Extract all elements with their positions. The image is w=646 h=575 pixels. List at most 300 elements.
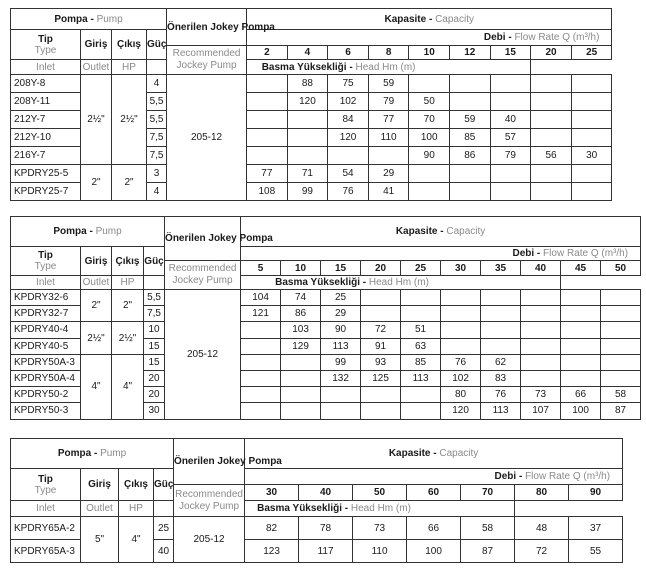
flow-value: 10: [281, 261, 321, 276]
inlet-size: 2": [81, 290, 112, 322]
flow-rate-header-row: [11, 30, 612, 46]
head-value: [521, 354, 561, 370]
hp-header-en: HP: [112, 60, 147, 75]
hp-header-en: HP: [112, 276, 144, 290]
capacity-label-tr: Kapasite: [395, 226, 438, 237]
type-header-en: Type: [34, 261, 57, 272]
jockey-header-en: Recommended Jockey Pump: [167, 46, 247, 75]
outlet-header: Çıkış: [112, 30, 147, 60]
head-value: 30: [571, 147, 612, 165]
pump-type: 208Y-8: [11, 75, 81, 93]
hp-value: 10: [144, 322, 165, 338]
head-value: 123: [245, 540, 299, 563]
head-value: [521, 370, 561, 386]
head-value: [531, 183, 572, 201]
head-value: 86: [450, 147, 491, 165]
capacity-label-sep: -: [430, 448, 440, 459]
head-value: 75: [328, 75, 369, 93]
hp-value: 15: [144, 354, 165, 370]
flow-value: 20: [361, 261, 401, 276]
pump-label-sep: -: [86, 226, 96, 237]
head-value: [531, 93, 572, 111]
capacity-label-en: Capacity: [439, 448, 479, 459]
flow-value: 60: [407, 485, 461, 501]
outlet-header: Çıkış: [112, 247, 144, 276]
jockey-header: [165, 217, 273, 261]
hp-header: Güç: [147, 30, 167, 60]
head-value: 85: [450, 129, 491, 147]
hp-value: 7,5: [147, 129, 167, 147]
hp-value: 7,5: [144, 306, 165, 322]
head-value: [571, 93, 612, 111]
head-value: [287, 147, 328, 165]
table-row: [11, 322, 641, 338]
head-value: [409, 183, 450, 201]
inlet-size: 5": [81, 517, 119, 563]
head-value: 54: [328, 165, 369, 183]
pump-table-3: [10, 438, 623, 563]
title-row: [11, 439, 623, 469]
head-value: [601, 370, 641, 386]
flow-rate-label-en: Flow Rate Q (m³/h): [543, 248, 629, 259]
head-value: [361, 306, 401, 322]
pump-label-tr: Pompa: [53, 226, 87, 237]
head-value: 72: [361, 322, 401, 338]
head-value: 102: [328, 93, 369, 111]
hp-value: 20: [144, 370, 165, 386]
hp-value: 4: [147, 183, 167, 201]
hp-value: 20: [144, 387, 165, 403]
pump-label-en: Pump: [95, 226, 122, 237]
head-value: [450, 183, 491, 201]
head-value: [401, 387, 441, 403]
head-value: 25: [321, 290, 361, 306]
title-row: [11, 217, 641, 247]
flow-rate-header: [245, 469, 623, 485]
head-value: 58: [601, 387, 641, 403]
flow-value: 20: [531, 46, 572, 60]
head-value: 29: [368, 165, 409, 183]
head-value: 100: [409, 129, 450, 147]
flow-value: 5: [241, 261, 281, 276]
pump-type: KPDRY32-6: [11, 290, 81, 306]
type-header: [11, 247, 81, 276]
inlet-size: 2½": [81, 322, 112, 354]
jockey-header: [174, 439, 282, 485]
capacity-label-tr: Kapasite: [384, 13, 427, 25]
flow-rate-label-en: Flow Rate Q (m³/h): [525, 471, 611, 482]
inlet-header-en: Inlet: [11, 60, 81, 75]
head-value: 63: [401, 338, 441, 354]
head-value: 107: [521, 403, 561, 419]
head-value: [241, 387, 281, 403]
hp-value: 5,5: [144, 290, 165, 306]
capacity-header: [241, 217, 641, 247]
capacity-label-tr: Kapasite: [388, 448, 431, 459]
pump-type: 212Y-10: [11, 129, 81, 147]
type-header: [11, 30, 81, 60]
head-value: [441, 338, 481, 354]
head-value: 86: [281, 306, 321, 322]
head-value: 93: [361, 354, 401, 370]
head-value: [531, 165, 572, 183]
flow-value: 4: [287, 46, 328, 60]
head-value: [561, 354, 601, 370]
flow-value: 15: [490, 46, 531, 60]
flow-rate-label-en: Flow Rate Q (m³/h): [514, 32, 600, 43]
pump-type: KPDRY50A-3: [11, 354, 81, 370]
head-value: [247, 93, 288, 111]
head-label-sep: -: [360, 277, 369, 288]
head-value: 104: [241, 290, 281, 306]
head-value: 110: [353, 540, 407, 563]
flow-value: 25: [571, 46, 612, 60]
inlet-header-en: Inlet: [11, 501, 81, 517]
head-value: [490, 183, 531, 201]
head-value: [361, 403, 401, 419]
head-value: 99: [321, 354, 361, 370]
head-value: [328, 147, 369, 165]
head-value: [281, 403, 321, 419]
head-value: [441, 290, 481, 306]
head-label-en: Head Hm (m): [355, 61, 416, 73]
head-value: [571, 183, 612, 201]
capacity-header: [247, 9, 612, 30]
flow-value: 12: [450, 46, 491, 60]
head-value: [241, 354, 281, 370]
head-value: 62: [481, 354, 521, 370]
head-value: 66: [407, 517, 461, 540]
flow-rate-header: [247, 30, 612, 46]
flow-rate-label-sep: -: [534, 248, 544, 259]
jockey-pump-model: 205-12: [165, 290, 241, 420]
flow-rate-label-sep: -: [516, 471, 526, 482]
flow-rate-label-sep: -: [505, 32, 515, 43]
head-value: 120: [287, 93, 328, 111]
head-value: [561, 370, 601, 386]
jockey-header: [167, 9, 275, 46]
head-label-en: Head Hm (m): [368, 277, 429, 288]
flow-value: 50: [353, 485, 407, 501]
flow-value: 10: [409, 46, 450, 60]
capacity-label-sep: -: [426, 13, 436, 25]
flow-value: 40: [521, 261, 561, 276]
head-value: [241, 403, 281, 419]
head-value: 41: [368, 183, 409, 201]
head-value: 29: [321, 306, 361, 322]
jockey-pump-model: 205-12: [174, 517, 245, 563]
flow-value: 70: [461, 485, 515, 501]
pump-type: KPDRY50-2: [11, 387, 81, 403]
head-value: [287, 129, 328, 147]
capacity-label-en: Capacity: [435, 13, 474, 25]
head-label-sep: -: [346, 61, 356, 73]
head-header-row: [11, 276, 641, 290]
outlet-header-en: Outlet: [81, 276, 112, 290]
head-value: [361, 387, 401, 403]
head-value: [490, 165, 531, 183]
inlet-size: 2½": [81, 75, 112, 165]
head-value: [441, 322, 481, 338]
head-value: 79: [368, 93, 409, 111]
head-value: [481, 338, 521, 354]
pump-type: KPDRY25-7: [11, 183, 81, 201]
head-value: [490, 93, 531, 111]
head-value: [481, 306, 521, 322]
head-value: [401, 306, 441, 322]
pump-type: KPDRY65A-2: [11, 517, 81, 540]
head-value: [561, 306, 601, 322]
head-label-sep: -: [342, 503, 351, 514]
head-value: 132: [321, 370, 361, 386]
head-value: 121: [241, 306, 281, 322]
head-value: [281, 354, 321, 370]
head-value: [450, 93, 491, 111]
head-value: 50: [409, 93, 450, 111]
head-value: 48: [515, 517, 569, 540]
head-value: [241, 322, 281, 338]
outlet-header-en: Outlet: [81, 501, 119, 517]
hp-value: 40: [154, 540, 174, 563]
head-value: 85: [401, 354, 441, 370]
head-value: 125: [361, 370, 401, 386]
pump-label-en: Pump: [100, 448, 127, 459]
flow-rate-label-tr: Debi: [483, 32, 506, 43]
head-value: 120: [441, 403, 481, 419]
head-value: 87: [461, 540, 515, 563]
head-value: [521, 306, 561, 322]
outlet-size: 2": [112, 165, 147, 201]
pump-label-en: Pump: [96, 13, 123, 25]
inlet-header: Giriş: [81, 30, 112, 60]
hp-value: 15: [144, 338, 165, 354]
head-value: 76: [481, 387, 521, 403]
head-label-tr: Basma Yüksekliği: [257, 503, 342, 514]
head-header-row: [11, 60, 612, 75]
flow-value: 8: [368, 46, 409, 60]
jockey-header-tr: Önerilen Jokey Pompa: [165, 233, 273, 244]
type-header-en: Type: [34, 484, 57, 496]
head-value: [601, 290, 641, 306]
pump-group-header: [11, 217, 165, 247]
head-value: [247, 75, 288, 93]
head-value: 91: [361, 338, 401, 354]
flow-value: 15: [321, 261, 361, 276]
hp-header-en: HP: [119, 501, 154, 517]
head-value: [571, 165, 612, 183]
head-value: [571, 111, 612, 129]
flow-value: 50: [601, 261, 641, 276]
head-value: 74: [281, 290, 321, 306]
head-value: 40: [490, 111, 531, 129]
head-value: [409, 75, 450, 93]
head-value: [571, 75, 612, 93]
pump-type: 216Y-7: [11, 147, 81, 165]
pump-label-sep: -: [87, 13, 97, 25]
outlet-size: 4": [119, 517, 154, 563]
flow-value: 35: [481, 261, 521, 276]
head-value: [368, 147, 409, 165]
head-value: [531, 129, 572, 147]
head-value: 88: [287, 75, 328, 93]
outlet-header-en: Outlet: [81, 60, 112, 75]
flow-value: 80: [515, 485, 569, 501]
head-value: 113: [481, 403, 521, 419]
head-value: [281, 387, 321, 403]
head-value: [490, 75, 531, 93]
type-header: [11, 469, 81, 501]
head-value: 58: [461, 517, 515, 540]
flow-value: 25: [401, 261, 441, 276]
table-row: [11, 517, 623, 540]
head-value: 129: [281, 338, 321, 354]
jockey-header-tr: Önerilen Jokey Pompa: [167, 21, 275, 33]
pump-type: 208Y-11: [11, 93, 81, 111]
hp-value: 30: [144, 403, 165, 419]
pump-label-sep: -: [91, 448, 101, 459]
head-value: [409, 165, 450, 183]
outlet-size: 2½": [112, 75, 147, 165]
head-value: [481, 322, 521, 338]
table-row: [11, 75, 612, 93]
capacity-label-en: Capacity: [446, 226, 486, 237]
head-value: 102: [441, 370, 481, 386]
flow-value: 45: [561, 261, 601, 276]
head-header-row: [11, 501, 623, 517]
head-value: 90: [409, 147, 450, 165]
head-value: 37: [569, 517, 623, 540]
hp-header: Güç: [154, 469, 174, 501]
inlet-size: 4": [81, 354, 112, 419]
inlet-header: Giriş: [81, 247, 112, 276]
table-row: [11, 165, 612, 183]
head-value: 51: [401, 322, 441, 338]
hp-value: 3: [147, 165, 167, 183]
flow-value: 30: [245, 485, 299, 501]
pump-type: KPDRY65A-3: [11, 540, 81, 563]
pump-type: KPDRY50-3: [11, 403, 81, 419]
head-value: [361, 290, 401, 306]
head-value: 73: [521, 387, 561, 403]
pump-type: KPDRY25-5: [11, 165, 81, 183]
head-value: 66: [561, 387, 601, 403]
flow-rate-header-row: [11, 469, 623, 485]
capacity-label-sep: -: [437, 226, 447, 237]
head-value: [401, 403, 441, 419]
head-value: [450, 165, 491, 183]
pump-table-1: [10, 8, 612, 201]
flow-value: 2: [247, 46, 288, 60]
pump-table-2: [10, 216, 641, 420]
head-value: 76: [441, 354, 481, 370]
head-label-en: Head Hm (m): [350, 503, 411, 514]
flow-value: 90: [569, 485, 623, 501]
hp-value: 7,5: [147, 147, 167, 165]
type-header-tr: Tip: [38, 33, 53, 45]
outlet-header: Çıkış: [119, 469, 154, 501]
flow-rate-label-tr: Debi: [494, 471, 517, 482]
head-value: [521, 322, 561, 338]
flow-value: 30: [441, 261, 481, 276]
inlet-size: 2": [81, 165, 112, 201]
pump-type: KPDRY40-5: [11, 338, 81, 354]
head-value: [247, 147, 288, 165]
head-value: [601, 338, 641, 354]
head-value: 117: [299, 540, 353, 563]
head-value: [321, 387, 361, 403]
flow-rate-header: [241, 247, 641, 261]
head-value: 100: [561, 403, 601, 419]
head-value: [247, 111, 288, 129]
head-value: 103: [281, 322, 321, 338]
head-value: [241, 338, 281, 354]
table-row: [11, 354, 641, 370]
head-value: [241, 370, 281, 386]
head-value: 73: [353, 517, 407, 540]
head-value: [601, 306, 641, 322]
head-value: 90: [321, 322, 361, 338]
outlet-size: 2½": [112, 322, 144, 354]
head-value: 99: [287, 183, 328, 201]
table-row: [11, 290, 641, 306]
capacity-header: [245, 439, 623, 469]
hp-value: 4: [147, 75, 167, 93]
head-value: 80: [441, 387, 481, 403]
head-value: [281, 370, 321, 386]
head-value: [521, 338, 561, 354]
flow-value: 40: [299, 485, 353, 501]
pump-type: KPDRY50A-4: [11, 370, 81, 386]
head-value: 77: [247, 165, 288, 183]
jockey-header-en: Recommended Jockey Pump: [165, 261, 241, 290]
head-value: 110: [368, 129, 409, 147]
head-value: 83: [481, 370, 521, 386]
head-value: 71: [287, 165, 328, 183]
flow-rate-header-row: [11, 247, 641, 261]
inlet-header: Giriş: [81, 469, 119, 501]
head-value: [571, 129, 612, 147]
head-label-tr: Basma Yüksekliği: [261, 61, 347, 73]
hp-value: 5,5: [147, 111, 167, 129]
head-value: [450, 75, 491, 93]
type-header-en: Type: [34, 44, 57, 56]
head-value: 76: [328, 183, 369, 201]
pump-label-tr: Pompa: [57, 448, 92, 459]
head-value: 72: [515, 540, 569, 563]
outlet-size: 2": [112, 290, 144, 322]
pump-group-header: [11, 9, 167, 30]
hp-value: 5,5: [147, 93, 167, 111]
type-header-tr: Tip: [38, 473, 53, 485]
pump-type: KPDRY40-4: [11, 322, 81, 338]
head-value: [321, 403, 361, 419]
head-value: [531, 111, 572, 129]
outlet-size: 4": [112, 354, 144, 419]
flow-value: 6: [328, 46, 369, 60]
head-value: [481, 290, 521, 306]
jockey-pump-model: 205-12: [167, 75, 247, 201]
head-value: 82: [245, 517, 299, 540]
jockey-header-en: Recommended Jockey Pump: [174, 485, 245, 517]
hp-value: 25: [154, 517, 174, 540]
head-value: 70: [409, 111, 450, 129]
head-value: 78: [299, 517, 353, 540]
hp-header: Güç: [144, 247, 165, 276]
head-value: 77: [368, 111, 409, 129]
pump-group-header: [11, 439, 174, 469]
head-value: [601, 322, 641, 338]
head-value: 100: [407, 540, 461, 563]
